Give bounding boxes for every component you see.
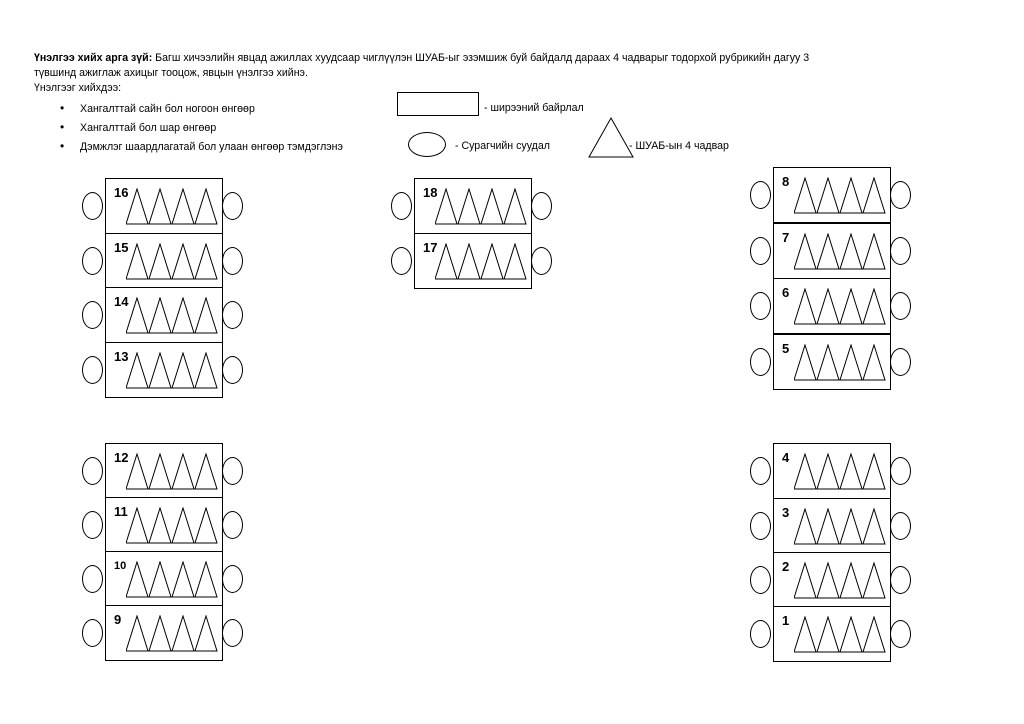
seat-left-16: [82, 192, 103, 220]
skill-triangles: [794, 508, 886, 546]
seat-right-18: [531, 192, 552, 220]
skill-triangle-icon: [863, 454, 885, 489]
skill-triangle-icon: [195, 353, 217, 388]
seat-left-4: [750, 457, 771, 485]
bullet-green: • Хангалттай сайн бол ногоон өнгөөр: [60, 101, 255, 115]
skill-triangle-icon: [863, 509, 885, 544]
desk-5: [773, 334, 891, 390]
method-text: Багш хичээлийн явцад ажиллах хуудсаар чиглүүлэн ШУАБ-ыг эзэмшиж буй байдалд дараах 4 чадварыг тодорхой рубрикийн дагуу 3: [152, 52, 810, 64]
skill-triangle-icon: [863, 289, 885, 324]
skill-triangle-icon: [172, 616, 194, 651]
skill-triangle-icon: [149, 616, 171, 651]
desk-number: 7: [782, 230, 790, 245]
skill-triangle-icon: [504, 244, 526, 279]
seat-left-14: [82, 301, 103, 329]
skill-triangle-icon: [195, 454, 217, 489]
skill-triangle-icon: [149, 353, 171, 388]
skill-triangle-icon: [126, 298, 148, 333]
desk-number: 1: [782, 613, 790, 628]
skill-triangle-icon: [126, 189, 148, 224]
skill-triangle-icon: [172, 353, 194, 388]
skill-triangle-icon: [794, 509, 816, 544]
seat-left-12: [82, 457, 103, 485]
seat-right-10: [222, 565, 243, 593]
skill-triangle-icon: [840, 563, 862, 598]
desk-1: [773, 606, 891, 662]
skill-triangle-icon: [794, 345, 816, 380]
bullet-red: • Дэмжлэг шаардлагатай бол улаан өнгөөр тэмдэглэнэ: [60, 139, 343, 153]
seat-left-9: [82, 619, 103, 647]
seat-right-8: [890, 181, 911, 209]
skill-triangle-icon: [840, 345, 862, 380]
skill-triangle-icon: [172, 562, 194, 597]
skill-triangle-icon: [817, 617, 839, 652]
legend-skill-triangle-icon: [588, 117, 634, 159]
seat-right-3: [890, 512, 911, 540]
skill-triangle-icon: [195, 562, 217, 597]
skill-triangle-icon: [458, 244, 480, 279]
skill-triangle-icon: [504, 189, 526, 224]
seat-right-11: [222, 511, 243, 539]
skill-triangle-icon: [817, 454, 839, 489]
legend-desk-rect-icon: [397, 92, 479, 116]
desk-number: 17: [423, 240, 438, 255]
skill-triangle-icon: [126, 454, 148, 489]
desk-number: 3: [782, 505, 790, 520]
skill-triangle-icon: [817, 178, 839, 213]
skill-triangle-icon: [126, 508, 148, 543]
skill-triangle-icon: [195, 298, 217, 333]
skill-triangle-icon: [817, 563, 839, 598]
desk-number: 12: [114, 450, 129, 465]
skill-triangles: [126, 243, 218, 281]
seat-right-16: [222, 192, 243, 220]
skill-triangle-icon: [794, 289, 816, 324]
desk-number: 8: [782, 174, 790, 189]
seat-left-2: [750, 566, 771, 594]
seat-right-7: [890, 237, 911, 265]
skill-triangle-icon: [817, 234, 839, 269]
desk-15: [105, 233, 223, 289]
skill-triangles: [794, 177, 886, 215]
desk-17: [414, 233, 532, 289]
skill-triangle-icon: [817, 289, 839, 324]
skill-triangle-icon: [149, 189, 171, 224]
seat-left-18: [391, 192, 412, 220]
skill-triangle-icon: [195, 508, 217, 543]
skill-triangle-icon: [863, 345, 885, 380]
desk-number: 9: [114, 612, 122, 627]
intro-text: [34, 51, 994, 96]
skill-triangle-icon: [195, 616, 217, 651]
skill-triangles: [794, 562, 886, 600]
seat-left-5: [750, 348, 771, 376]
skill-triangle-icon: [149, 454, 171, 489]
process-label: Үнэлгээг хийхдээ:: [34, 82, 122, 94]
desk-number: 18: [423, 185, 438, 200]
skill-triangles: [126, 561, 218, 599]
skill-triangle-icon: [863, 178, 885, 213]
bullet-dot-icon: •: [60, 101, 65, 115]
legend-desk-label: - ширээний байрлал: [484, 102, 584, 114]
skill-triangles: [794, 233, 886, 271]
seat-right-1: [890, 620, 911, 648]
skill-triangles: [794, 616, 886, 654]
skill-triangles: [794, 288, 886, 326]
skill-triangle-icon: [172, 298, 194, 333]
skill-triangle-icon: [840, 234, 862, 269]
seat-right-4: [890, 457, 911, 485]
seat-right-2: [890, 566, 911, 594]
skill-triangle-icon: [794, 563, 816, 598]
skill-triangle-icon: [172, 454, 194, 489]
desk-10: [105, 551, 223, 607]
skill-triangles: [126, 507, 218, 545]
seat-left-10: [82, 565, 103, 593]
skill-triangle-icon: [794, 178, 816, 213]
bullet-dot-icon: •: [60, 139, 65, 153]
desk-number: 5: [782, 341, 790, 356]
skill-triangle-icon: [817, 345, 839, 380]
skill-triangle-icon: [458, 189, 480, 224]
skill-triangles: [794, 453, 886, 491]
skill-triangle-icon: [195, 244, 217, 279]
desk-number: 16: [114, 185, 129, 200]
desk-18: [414, 178, 532, 234]
skill-triangle-icon: [149, 298, 171, 333]
skill-triangle-icon: [172, 508, 194, 543]
skill-triangle-icon: [840, 509, 862, 544]
seat-right-6: [890, 292, 911, 320]
desk-number: 4: [782, 450, 790, 465]
skill-triangle-icon: [149, 508, 171, 543]
desk-number: 10: [114, 560, 127, 572]
desk-number: 13: [114, 349, 129, 364]
skill-triangle-icon: [126, 562, 148, 597]
seat-left-1: [750, 620, 771, 648]
desk-2: [773, 552, 891, 608]
skill-triangles: [126, 453, 218, 491]
skill-triangle-icon: [435, 244, 457, 279]
skill-triangles: [435, 188, 527, 226]
seat-left-3: [750, 512, 771, 540]
method-text-2: түвшинд ажиглаж ахицыг тооцож, явцын үнэлгээ хийнэ.: [34, 67, 308, 79]
skill-triangle-icon: [863, 234, 885, 269]
skill-triangle-icon: [794, 617, 816, 652]
skill-triangle-icon: [840, 454, 862, 489]
legend-skill-label: - ШУАБ-ын 4 чадвар: [629, 140, 729, 152]
seat-left-7: [750, 237, 771, 265]
skill-triangle-icon: [149, 244, 171, 279]
seat-left-6: [750, 292, 771, 320]
seat-right-14: [222, 301, 243, 329]
desk-4: [773, 443, 891, 499]
skill-triangle-icon: [817, 509, 839, 544]
desk-7: [773, 223, 891, 279]
desk-16: [105, 178, 223, 234]
skill-triangle-icon: [794, 454, 816, 489]
desk-11: [105, 497, 223, 553]
seat-left-13: [82, 356, 103, 384]
desk-8: [773, 167, 891, 223]
desk-number: 15: [114, 240, 129, 255]
skill-triangle-icon: [794, 234, 816, 269]
desk-3: [773, 498, 891, 554]
skill-triangle-icon: [126, 616, 148, 651]
skill-triangles: [126, 188, 218, 226]
desk-13: [105, 342, 223, 398]
method-label: Үнэлгээ хийх арга зүй:: [34, 52, 153, 64]
skill-triangles: [435, 243, 527, 281]
seat-left-17: [391, 247, 412, 275]
skill-triangles: [126, 352, 218, 390]
desk-number: 14: [114, 294, 129, 309]
desk-number: 2: [782, 559, 790, 574]
skill-triangles: [126, 615, 218, 653]
seat-right-13: [222, 356, 243, 384]
desk-number: 11: [114, 504, 128, 519]
seat-right-15: [222, 247, 243, 275]
desk-14: [105, 287, 223, 343]
skill-triangle-icon: [172, 189, 194, 224]
skill-triangle-icon: [840, 178, 862, 213]
skill-triangle-icon: [126, 353, 148, 388]
skill-triangle-icon: [481, 189, 503, 224]
seat-right-9: [222, 619, 243, 647]
legend-seat-label: - Сурагчийн суудал: [455, 140, 550, 152]
seat-right-17: [531, 247, 552, 275]
seat-right-5: [890, 348, 911, 376]
legend-seat-oval-icon: [408, 132, 446, 157]
desk-9: [105, 605, 223, 661]
bullet-dot-icon: •: [60, 120, 65, 134]
seat-right-12: [222, 457, 243, 485]
skill-triangles: [126, 297, 218, 335]
seat-left-15: [82, 247, 103, 275]
seat-left-11: [82, 511, 103, 539]
skill-triangle-icon: [172, 244, 194, 279]
skill-triangle-icon: [126, 244, 148, 279]
skill-triangle-icon: [481, 244, 503, 279]
skill-triangle-icon: [149, 562, 171, 597]
skill-triangle-icon: [435, 189, 457, 224]
bullet-yellow: • Хангалттай бол шар өнгөөр: [60, 120, 217, 134]
skill-triangle-icon: [195, 189, 217, 224]
skill-triangle-icon: [863, 617, 885, 652]
desk-6: [773, 278, 891, 334]
skill-triangle-icon: [863, 563, 885, 598]
seat-left-8: [750, 181, 771, 209]
desk-number: 6: [782, 285, 790, 300]
skill-triangle-icon: [840, 289, 862, 324]
desk-12: [105, 443, 223, 499]
skill-triangles: [794, 344, 886, 382]
skill-triangle-icon: [840, 617, 862, 652]
